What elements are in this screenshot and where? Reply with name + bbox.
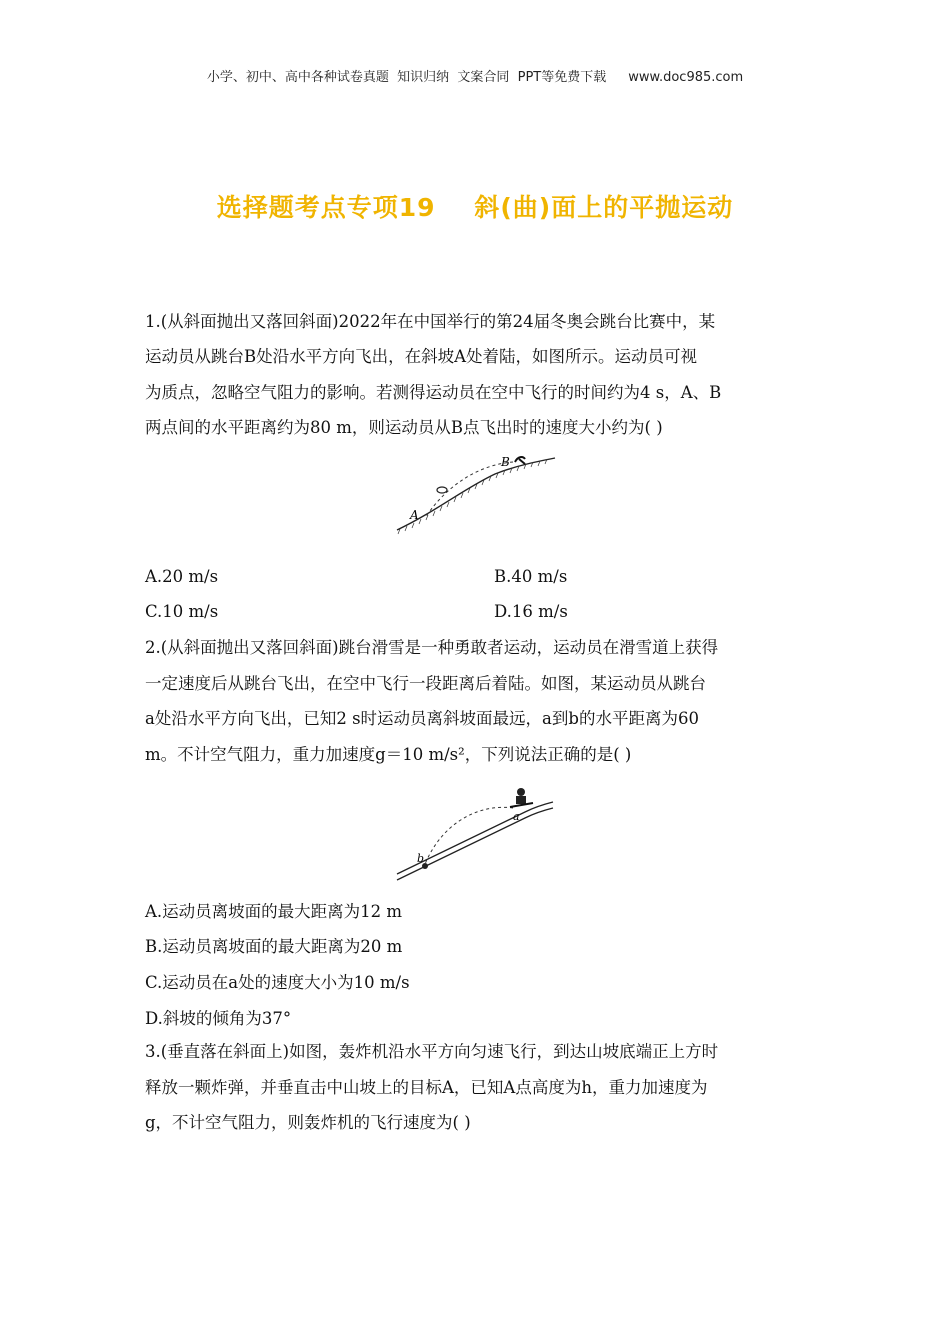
q2-option-b[interactable]: B.运动员离坡面的最大距离为20 m xyxy=(145,937,403,956)
q1-option-d[interactable]: D.16 m/s xyxy=(494,602,568,621)
page-header xyxy=(0,66,950,85)
q2-line-2: 一定速度后从跳台飞出，在空中飞行一段距离后着陆。如图，某运动员从跳台 xyxy=(145,674,706,693)
ski-slope-figure-2 xyxy=(395,782,560,882)
q1-line-2: 运动员从跳台B处沿水平方向飞出，在斜坡A处着陆，如图所示。运动员可视 xyxy=(145,347,698,366)
q2-line-4: m。不计空气阻力，重力加速度g＝10 m/s²，下列说法正确的是( ) xyxy=(145,745,632,764)
q2-line-1: 2.(从斜面抛出又落回斜面)跳台滑雪是一种勇敢者运动，运动员在滑雪道上获得 xyxy=(145,638,719,657)
q2-option-a[interactable]: A.运动员离坡面的最大距离为12 m xyxy=(145,902,403,921)
q2-option-c[interactable]: C.运动员在a处的速度大小为10 m/s xyxy=(145,973,410,992)
q1-line-4: 两点间的水平距离约为80 m，则运动员从B点飞出时的速度大小约为( ) xyxy=(145,418,663,437)
q3-line-3: g，不计空气阻力，则轰炸机的飞行速度为( ) xyxy=(145,1113,471,1132)
label-a: a xyxy=(513,810,520,823)
page-title: 选择题考点专项19 斜(曲)面上的平抛运动 xyxy=(216,193,734,222)
header-url[interactable]: www.doc985.com xyxy=(628,70,744,85)
q2-option-d[interactable]: D.斜坡的倾角为37° xyxy=(145,1009,292,1028)
q1-option-c[interactable]: C.10 m/s xyxy=(145,602,219,621)
q1-line-3: 为质点，忽略空气阻力的影响。若测得运动员在空中飞行的时间约为4 s，A、B xyxy=(145,383,722,402)
q2-line-3: a处沿水平方向飞出，已知2 s时运动员离斜坡面最远，a到b的水平距离为60 xyxy=(145,709,699,728)
q1-line-1: 1.(从斜面抛出又落回斜面)2022年在中国举行的第24届冬奥会跳台比赛中，某 xyxy=(145,312,716,331)
ski-slope-figure-1 xyxy=(395,450,560,535)
skier-icon xyxy=(510,788,533,807)
label-b: B xyxy=(501,455,510,469)
q3-line-1: 3.(垂直落在斜面上)如图，轰炸机沿水平方向匀速飞行，到达山坡底端正上方时 xyxy=(145,1042,719,1061)
q3-line-2: 释放一颗炸弹，并垂直击中山坡上的目标A，已知A点高度为h，重力加速度为 xyxy=(145,1078,708,1097)
q1-option-b[interactable]: B.40 m/s xyxy=(494,567,568,586)
label-b: b xyxy=(417,852,425,865)
header-text: 小学、初中、高中各种试卷真题 知识归纳 文案合同 PPT等免费下载 xyxy=(206,70,607,85)
q1-option-a[interactable]: A.20 m/s xyxy=(145,567,219,586)
label-a: A xyxy=(410,508,419,522)
